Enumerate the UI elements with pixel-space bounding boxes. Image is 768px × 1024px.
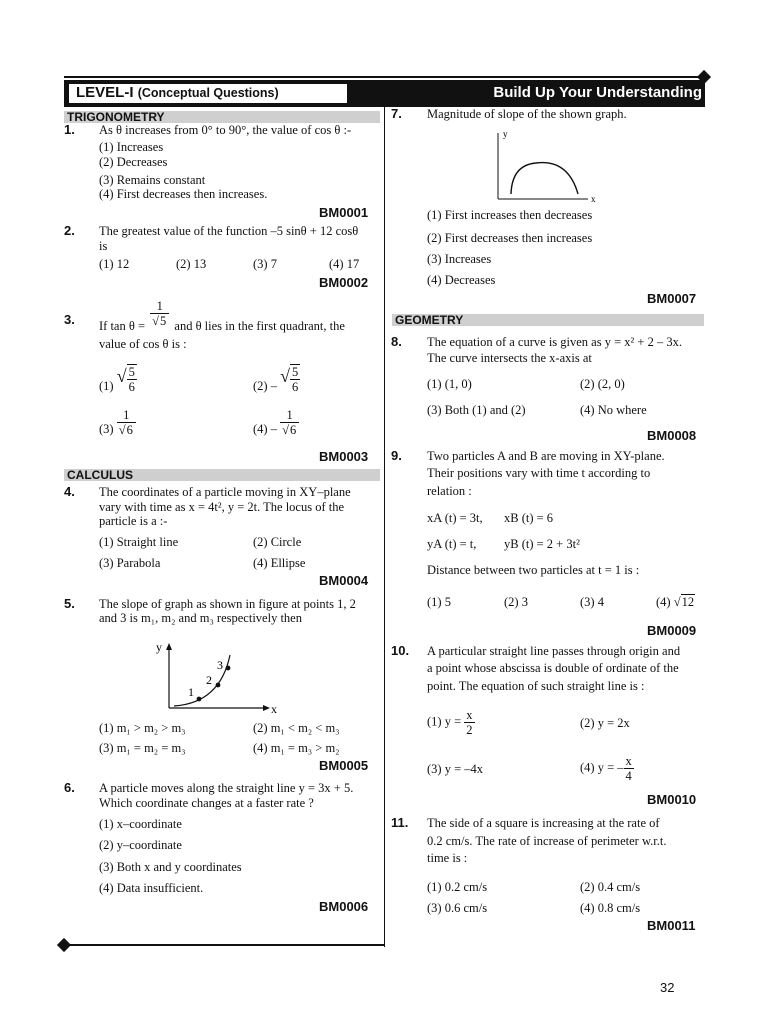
question-text: Magnitude of slope of the shown graph. [427, 107, 627, 121]
option-1: (1) (1, 0) [427, 377, 472, 391]
option-2: (2) 13 [176, 257, 207, 271]
question-number: 3. [64, 312, 75, 327]
option-3: (3) 7 [253, 257, 277, 271]
point-label: 3 [217, 658, 223, 672]
option-1: (1) √ $\frac{5}{6}$ [99, 365, 135, 394]
question-number: 4. [64, 484, 75, 499]
question-text-line: The equation of a curve is given as y = x² + 2 – 3x. [427, 335, 682, 349]
axis-y-label: y [156, 640, 162, 654]
footer-rule [64, 944, 384, 946]
axis-y-label: y [503, 129, 508, 139]
question-code: BM0008 [647, 428, 697, 443]
option-3: (3) 0.6 cm/s [427, 901, 488, 915]
question-text-line: value of cos θ is : [99, 337, 187, 351]
question-text-line: A particular straight line passes through origin and [427, 644, 681, 658]
question-number: 10. [391, 643, 410, 658]
column-divider [384, 107, 385, 947]
equation-ya: yA (t) = t, [427, 537, 477, 551]
equation-yb: yB (t) = 2 + 3t² [504, 537, 580, 551]
question-code: BM0002 [319, 275, 369, 290]
option-3: (3) Remains constant [99, 173, 206, 187]
question-code: BM0010 [647, 792, 697, 807]
option-2: (2) – √ $\frac{5}{6}$ [253, 365, 299, 394]
section-trigonometry: TRIGONOMETRY [64, 111, 380, 123]
section-geometry: GEOMETRY [392, 314, 704, 326]
question-number: 5. [64, 596, 75, 611]
question-code: BM0011 [647, 918, 696, 933]
question-text-line: 0.2 cm/s. The rate of increase of perimeter w.r.t. [427, 834, 667, 848]
question-text-line: relation : [427, 484, 472, 498]
option-1: (1) 0.2 cm/s [427, 880, 488, 894]
option-4: (4) Decreases [427, 273, 496, 287]
question-text-line: The slope of graph as shown in figure at points 1, 2 [99, 597, 356, 611]
option-1: (1) Straight line [99, 535, 179, 549]
option-2: (2) First decreases then increases [427, 231, 593, 245]
option-2: (2) Decreases [99, 155, 168, 169]
option-3: (3) Parabola [99, 556, 161, 570]
option-1: (1) x–coordinate [99, 817, 182, 831]
question-text-line: point. The equation of such straight line is : [427, 679, 645, 693]
question-code: BM0009 [647, 623, 697, 638]
question-text-line: is [99, 239, 108, 253]
option-4: (4) – $\frac{1}{√6}$ [253, 408, 299, 437]
option-2: (2) 3 [504, 595, 528, 609]
axis-x-label: x [591, 194, 596, 204]
option-3: (3) y = –4x [427, 762, 483, 776]
option-4: (4) No where [580, 403, 647, 417]
point-label: 2 [206, 673, 212, 687]
option-1: (1) First increases then decreases [427, 208, 593, 222]
arc-graph-figure [488, 127, 603, 205]
option-3: (3) Increases [427, 252, 492, 266]
option-2: (2) Circle [253, 535, 302, 549]
question-code: BM0006 [319, 899, 369, 914]
question-text-line: Two particles A and B are moving in XY-plane. [427, 449, 665, 463]
slope-graph-figure [150, 635, 290, 720]
question-text-line: Which coordinate changes at a faster rate ? [99, 796, 314, 810]
question-number: 1. [64, 122, 75, 137]
option-2: (2) y = 2x [580, 716, 630, 730]
question-text-line: The curve intersects the x-axis at [427, 351, 592, 365]
question-code: BM0007 [647, 291, 697, 306]
question-number: 8. [391, 334, 402, 349]
equation-xb: xB (t) = 6 [504, 511, 554, 525]
option-4: (4) m₁ = m₃ > m₂ [253, 741, 340, 755]
equation-xa: xA (t) = 3t, [427, 511, 483, 525]
option-4: (4) √12 [656, 595, 695, 609]
question-code: BM0004 [319, 573, 369, 588]
question-text-line: The greatest value of the function –5 sinθ + 12 cosθ [99, 224, 359, 238]
question-number: 9. [391, 448, 402, 463]
option-4: (4) First decreases then increases. [99, 187, 268, 201]
option-3: (3) $\frac{1}{√6}$ [99, 408, 136, 437]
option-1: (1) 12 [99, 257, 130, 271]
question-text-line: time is : [427, 851, 468, 865]
question-text-line: The side of a square is increasing at the rate of [427, 816, 660, 830]
question-code: BM0005 [319, 758, 369, 773]
header-rule [64, 76, 705, 78]
level-subtitle: (Conceptual Questions) [137, 86, 279, 100]
question-text-line: The coordinates of a particle moving in XY–plane [99, 485, 351, 499]
question-number: 11. [391, 815, 409, 830]
option-2: (2) (2, 0) [580, 377, 625, 391]
question-text-line: Distance between two particles at t = 1 is : [427, 563, 640, 577]
option-4: (4) 17 [329, 257, 360, 271]
question-text-line: A particle moves along the straight line y = 3x + 5. [99, 781, 354, 795]
option-1: (1) 5 [427, 595, 451, 609]
footer-diamond [57, 938, 71, 952]
section-calculus: CALCULUS [64, 469, 380, 481]
question-number: 6. [64, 780, 75, 795]
point-label: 1 [188, 685, 194, 699]
question-text-line: particle is a :- [99, 514, 168, 528]
option-2: (2) y–coordinate [99, 838, 182, 852]
option-4: (4) 0.8 cm/s [580, 901, 641, 915]
option-1: (1) y = $\frac{x}{2}$ [427, 708, 473, 737]
option-4: (4) y = – $\frac{x}{4}$ [580, 754, 632, 783]
option-1: (1) m₁ > m₂ > m₃ [99, 721, 186, 735]
question-text: As θ increases from 0° to 90°, the value of cos θ :- [99, 123, 352, 137]
option-3: (3) 4 [580, 595, 604, 609]
option-4: (4) Data insufficient. [99, 881, 204, 895]
question-code: BM0003 [319, 449, 369, 464]
question-text: If tan θ = $\frac{1}{√5}$ and θ lies in the first quadrant, the [99, 299, 345, 334]
banner-title: Build Up Your Understanding [493, 84, 702, 101]
option-2: (2) m₁ < m₂ < m₃ [253, 721, 340, 735]
option-3: (3) Both (1) and (2) [427, 403, 526, 417]
question-text-line: vary with time as x = 4t², y = 2t. The locus of the [99, 500, 345, 514]
question-number: 7. [391, 106, 402, 121]
option-3: (3) m₁ = m₂ = m₃ [99, 741, 186, 755]
axis-x-label: x [271, 702, 277, 716]
option-3: (3) Both x and y coordinates [99, 860, 242, 874]
question-text-line: and 3 is m₁, m₂ and m₃ respectively then [99, 611, 302, 625]
option-4: (4) Ellipse [253, 556, 306, 570]
level-title: LEVEL-I (Conceptual Questions) [76, 84, 279, 101]
question-text-line: Their positions vary with time t according to [427, 466, 651, 480]
question-code: BM0001 [319, 205, 369, 220]
question-text-line: a point whose abscissa is double of ordinate of the [427, 661, 679, 675]
question-number: 2. [64, 223, 75, 238]
option-2: (2) 0.4 cm/s [580, 880, 641, 894]
page-number: 32 [660, 980, 675, 995]
option-1: (1) Increases [99, 140, 164, 154]
